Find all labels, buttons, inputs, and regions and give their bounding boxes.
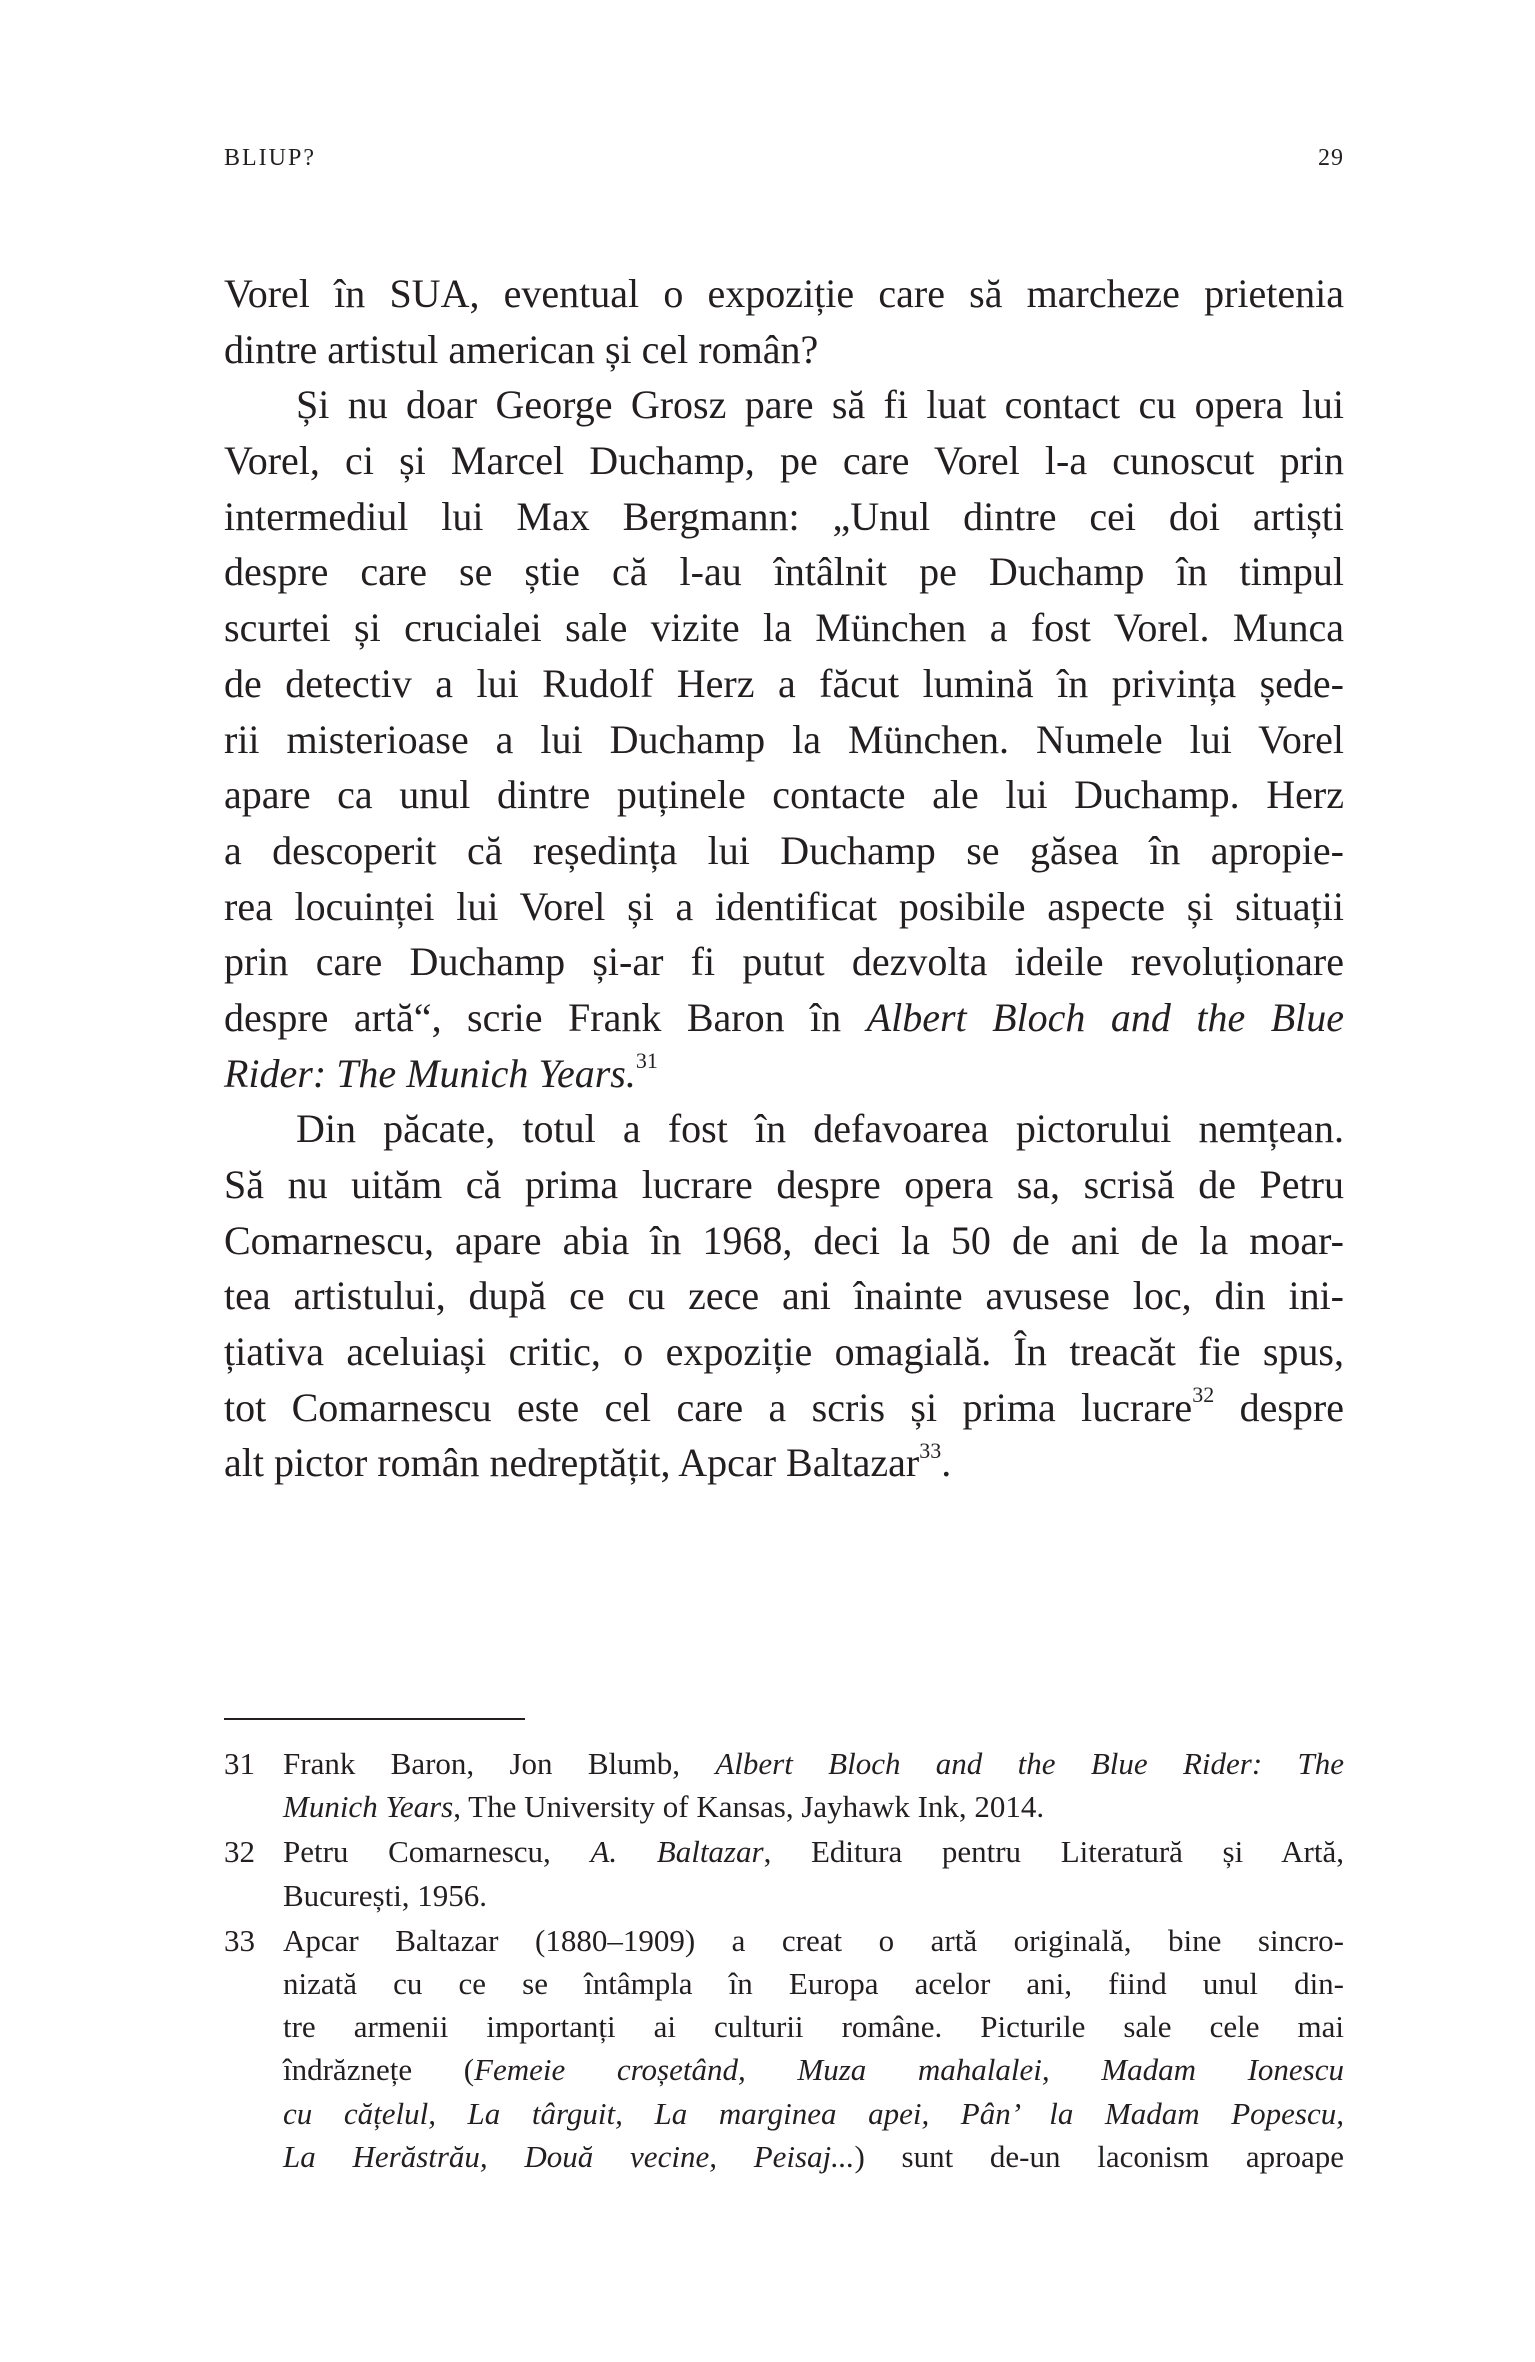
text-line <box>224 1324 1344 1380</box>
text-run: , Editura pentru Literatură și Artă, <box>763 1834 1344 1870</box>
text-run: nizată cu ce se întâmpla în Europa acelor ani, fiind unul din- <box>283 1965 1344 2001</box>
text-line <box>224 1380 1344 1436</box>
text-line <box>224 1157 1344 1213</box>
page-number: 29 <box>1318 145 1344 171</box>
italic-title: Rider: The Munich Years. <box>224 1050 636 1096</box>
footnote-31 <box>224 1742 1344 1828</box>
footnote-number: 33 <box>224 1922 255 1958</box>
text-line <box>224 266 1344 322</box>
text-line <box>224 600 1344 656</box>
text-run: despre artă“, scrie Frank Baron în <box>224 994 867 1040</box>
text-run: despre care se știe că l-au întâlnit pe Duchamp în timpul <box>224 549 1344 595</box>
italic-title: Munich Years <box>283 1789 454 1825</box>
text-run: Vorel în SUA, eventual o expoziție care să marcheze prietenia <box>224 271 1344 316</box>
footnote-line <box>283 1874 1344 1917</box>
text-line <box>224 879 1344 935</box>
italic-title: Femeie croșetând, Muza mahalalei, Madam Ionescu <box>474 2052 1344 2088</box>
footnote-line <box>283 2135 1344 2178</box>
text-run: alt pictor român nedreptățit, Apcar Baltazar <box>224 1440 920 1486</box>
text-run: Vorel, ci și Marcel Duchamp, pe care Vorel l-a cunoscut prin <box>224 438 1344 484</box>
text-run: tea artistului, după ce cu zece ani înainte avusese loc, din ini- <box>224 1273 1344 1319</box>
footnote-line <box>283 1962 1344 2005</box>
footnote-text <box>283 1830 1344 1916</box>
text-run: Frank Baron, Jon Blumb, <box>283 1746 716 1781</box>
text-line <box>224 544 1344 600</box>
text-run: a descoperit că reședința lui Duchamp se găsea în apropie- <box>224 827 1344 873</box>
footnote-32 <box>224 1830 1344 1916</box>
footnote-33 <box>224 1919 1344 2178</box>
text-line <box>224 377 1344 433</box>
italic-title: cu cățelul, La târguit, La marginea apei, Pân’ la Madam Popescu, <box>283 2095 1344 2131</box>
footnote-text <box>283 1919 1344 2178</box>
text-line <box>224 1268 1344 1324</box>
text-run: București, 1956. <box>283 1877 488 1913</box>
running-title: BLIUP? <box>224 145 316 171</box>
text-line <box>224 990 1344 1046</box>
text-line <box>224 767 1344 823</box>
running-header <box>224 138 1344 178</box>
footnote-number: 32 <box>224 1834 255 1870</box>
text-run: Petru Comarnescu, <box>283 1834 591 1870</box>
text-run: dintre artistul american și cel român? <box>224 326 819 372</box>
text-line <box>224 433 1344 489</box>
text-run: Apcar Baltazar (1880–1909) a creat o artă originală, bine sincro- <box>283 1922 1344 1958</box>
italic-title: La Herăstrău, Două vecine, Peisaj... <box>283 2138 855 2174</box>
footnote-line <box>283 1785 1344 1828</box>
text-run: tot Comarnescu este cel care a scris și prima lucrare <box>224 1384 1193 1430</box>
footnote-line <box>283 1919 1344 1962</box>
footnote-reference[interactable]: 31 <box>635 1048 658 1074</box>
footnote-line <box>283 1830 1344 1873</box>
text-run: . <box>941 1440 952 1486</box>
footnote-line <box>283 2092 1344 2135</box>
footnote-line <box>283 2005 1344 2048</box>
footnote-line <box>283 2048 1344 2091</box>
text-line <box>224 1435 1344 1491</box>
text-run: Comarnescu, apare abia în 1968, deci la 50 de ani de la moar- <box>224 1217 1344 1263</box>
italic-title: A. Baltazar <box>590 1834 764 1870</box>
text-line <box>224 1213 1344 1269</box>
text-line <box>224 1101 1344 1157</box>
text-run: apare ca unul dintre puținele contacte ale lui Duchamp. Herz <box>224 772 1344 818</box>
text-line <box>224 934 1344 990</box>
text-run: rea locuinței lui Vorel și a identificat posibile aspecte și situații <box>224 883 1344 929</box>
text-run: ) sunt de-un laconism aproape <box>854 2138 1345 2174</box>
text-run: prin care Duchamp și-ar fi putut dezvolta ideile revoluționare <box>224 939 1344 985</box>
footnote-reference[interactable]: 32 <box>1192 1382 1215 1408</box>
text-run: , The University of Kansas, Jayhawk Ink, 2014. <box>453 1789 1045 1825</box>
footnote-reference[interactable]: 33 <box>919 1438 942 1464</box>
text-line <box>224 1046 1344 1102</box>
text-line <box>224 712 1344 768</box>
text-run: tre armenii importanți ai culturii române. Picturile sale cele mai <box>283 2009 1344 2045</box>
footnote-text <box>283 1742 1344 1828</box>
text-line <box>224 489 1344 545</box>
text-run: intermediul lui Max Bergmann: „Unul dintre cei doi artiști <box>224 493 1344 539</box>
footnote-number: 31 <box>224 1746 255 1781</box>
text-run: despre <box>1214 1384 1344 1430</box>
text-line <box>224 322 1344 378</box>
text-run: rii misterioase a lui Duchamp la München. Numele lui Vorel <box>224 716 1344 762</box>
text-run: scurtei și crucialei sale vizite la München a fost Vorel. Munca <box>224 605 1344 651</box>
text-line <box>224 656 1344 712</box>
text-run: de detectiv a lui Rudolf Herz a făcut lumină în privința șede- <box>224 660 1344 706</box>
footnotes <box>224 1742 1344 2180</box>
footnote-line <box>283 1742 1344 1785</box>
text-run: Din păcate, totul a fost în defavoarea pictorului nemțean. <box>296 1106 1344 1152</box>
italic-title: Albert Bloch and the Blue Rider: The <box>715 1746 1344 1781</box>
text-run: țiativa aceluiași critic, o expoziție omagială. În treacăt fie spus, <box>224 1329 1344 1375</box>
italic-title: Albert Bloch and the Blue <box>866 994 1344 1040</box>
text-run: Și nu doar George Grosz pare să fi luat contact cu opera lui <box>296 382 1344 428</box>
text-run: îndrăznețe ( <box>283 2052 475 2088</box>
text-run: Să nu uităm că prima lucrare despre opera sa, scrisă de Petru <box>224 1162 1344 1207</box>
footnote-separator <box>224 1718 525 1720</box>
main-text <box>224 266 1344 1491</box>
text-line <box>224 823 1344 879</box>
